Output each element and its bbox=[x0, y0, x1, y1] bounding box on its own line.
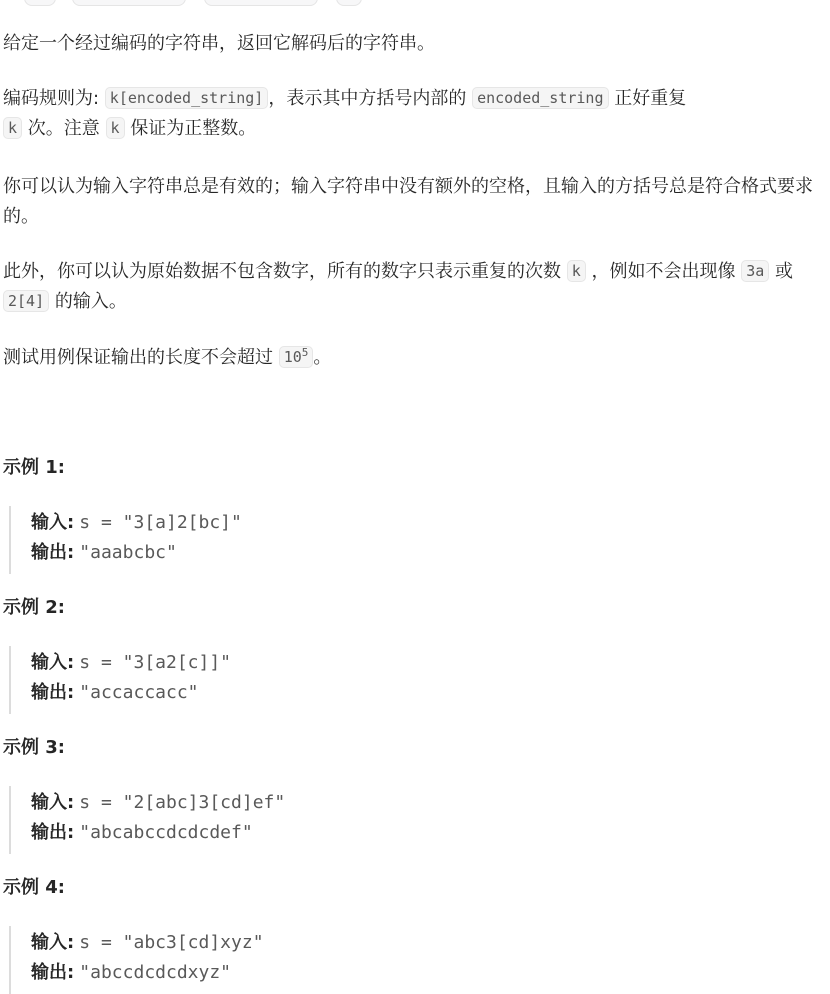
input-value: s = "3[a2[c]]" bbox=[79, 652, 232, 673]
encoding-rule-text-4: 次。注意 bbox=[27, 118, 100, 139]
intro-paragraph-5 bbox=[3, 343, 813, 373]
output-value: "abcabccdcdcdef" bbox=[79, 822, 253, 843]
example-4-input-line bbox=[31, 928, 264, 958]
example-1-output-line bbox=[31, 538, 177, 568]
input-value: s = "2[abc]3[cd]ef" bbox=[79, 792, 286, 813]
output-value: "accaccacc" bbox=[79, 682, 199, 703]
example-2-title: 示例 2: bbox=[3, 597, 65, 618]
output-label: 输出: bbox=[31, 682, 75, 703]
example-1-block bbox=[9, 506, 611, 574]
input-label: 输入: bbox=[31, 652, 75, 673]
tag-chip-1[interactable] bbox=[24, 0, 56, 6]
encoding-rule-text-1: 编码规则为: bbox=[3, 88, 105, 109]
input-label: 输入: bbox=[31, 932, 75, 953]
example-2-block bbox=[9, 646, 611, 714]
tag-chip-3[interactable] bbox=[204, 0, 318, 6]
tag-chip-2[interactable] bbox=[72, 0, 186, 6]
output-label: 输出: bbox=[31, 962, 75, 983]
code-2-4: 2[4] bbox=[3, 290, 49, 312]
example-2-output-line bbox=[31, 678, 199, 708]
example-1-input-line bbox=[31, 508, 242, 538]
code-k-2: k bbox=[106, 117, 125, 139]
input-value: s = "3[a]2[bc]" bbox=[79, 512, 242, 533]
input-value: s = "abc3[cd]xyz" bbox=[79, 932, 264, 953]
output-label: 输出: bbox=[31, 542, 75, 563]
code-encoded-string: encoded_string bbox=[472, 87, 608, 109]
intro-paragraph-2 bbox=[3, 84, 813, 144]
example-3-title: 示例 3: bbox=[3, 737, 65, 758]
length-limit-text: 测试用例保证输出的长度不会超过 bbox=[3, 347, 273, 368]
example-2-input-line bbox=[31, 648, 231, 678]
length-limit-end: 。 bbox=[313, 347, 332, 368]
power-exponent: 5 bbox=[301, 346, 309, 359]
output-value: "abccdcdcdxyz" bbox=[79, 962, 232, 983]
encoding-rule-text-5: 保证为正整数。 bbox=[130, 118, 257, 139]
top-toolbar-remnant bbox=[0, 0, 830, 6]
digits-note-text-2: ，例如不会出现像 bbox=[591, 261, 736, 282]
code-10-pow-5 bbox=[279, 346, 314, 368]
example-4-output-line bbox=[31, 958, 231, 988]
encoding-rule-text-2: ，表示其中方括号内部的 bbox=[268, 88, 467, 109]
input-label: 输入: bbox=[31, 792, 75, 813]
code-k-1: k bbox=[3, 117, 22, 139]
power-base: 10 bbox=[283, 348, 302, 366]
encoding-rule-text-3: 正好重复 bbox=[614, 88, 687, 109]
code-3a: 3a bbox=[741, 260, 769, 282]
output-value: "aaabcbc" bbox=[79, 542, 177, 563]
intro-paragraph-4 bbox=[3, 257, 813, 317]
digits-note-text-4: 的输入。 bbox=[54, 291, 127, 312]
tag-chip-4[interactable] bbox=[336, 0, 362, 6]
example-4-title: 示例 4: bbox=[3, 877, 65, 898]
intro-paragraph-1: 给定一个经过编码的字符串，返回它解码后的字符串。 bbox=[3, 33, 435, 54]
intro-paragraph-3: 你可以认为输入字符串总是有效的；输入字符串中没有额外的空格，且输入的方括号总是符合格式要求的。 bbox=[3, 176, 813, 227]
example-3-input-line bbox=[31, 788, 285, 818]
code-pattern: k[encoded_string] bbox=[105, 87, 269, 109]
example-4-block bbox=[9, 926, 611, 994]
output-label: 输出: bbox=[31, 822, 75, 843]
digits-note-text-1: 此外，你可以认为原始数据不包含数字，所有的数字只表示重复的次数 bbox=[3, 261, 561, 282]
digits-note-text-3: 或 bbox=[775, 261, 794, 282]
example-3-output-line bbox=[31, 818, 253, 848]
example-1-title: 示例 1: bbox=[3, 457, 65, 478]
code-k-3: k bbox=[567, 260, 586, 282]
example-3-block bbox=[9, 786, 611, 854]
input-label: 输入: bbox=[31, 512, 75, 533]
